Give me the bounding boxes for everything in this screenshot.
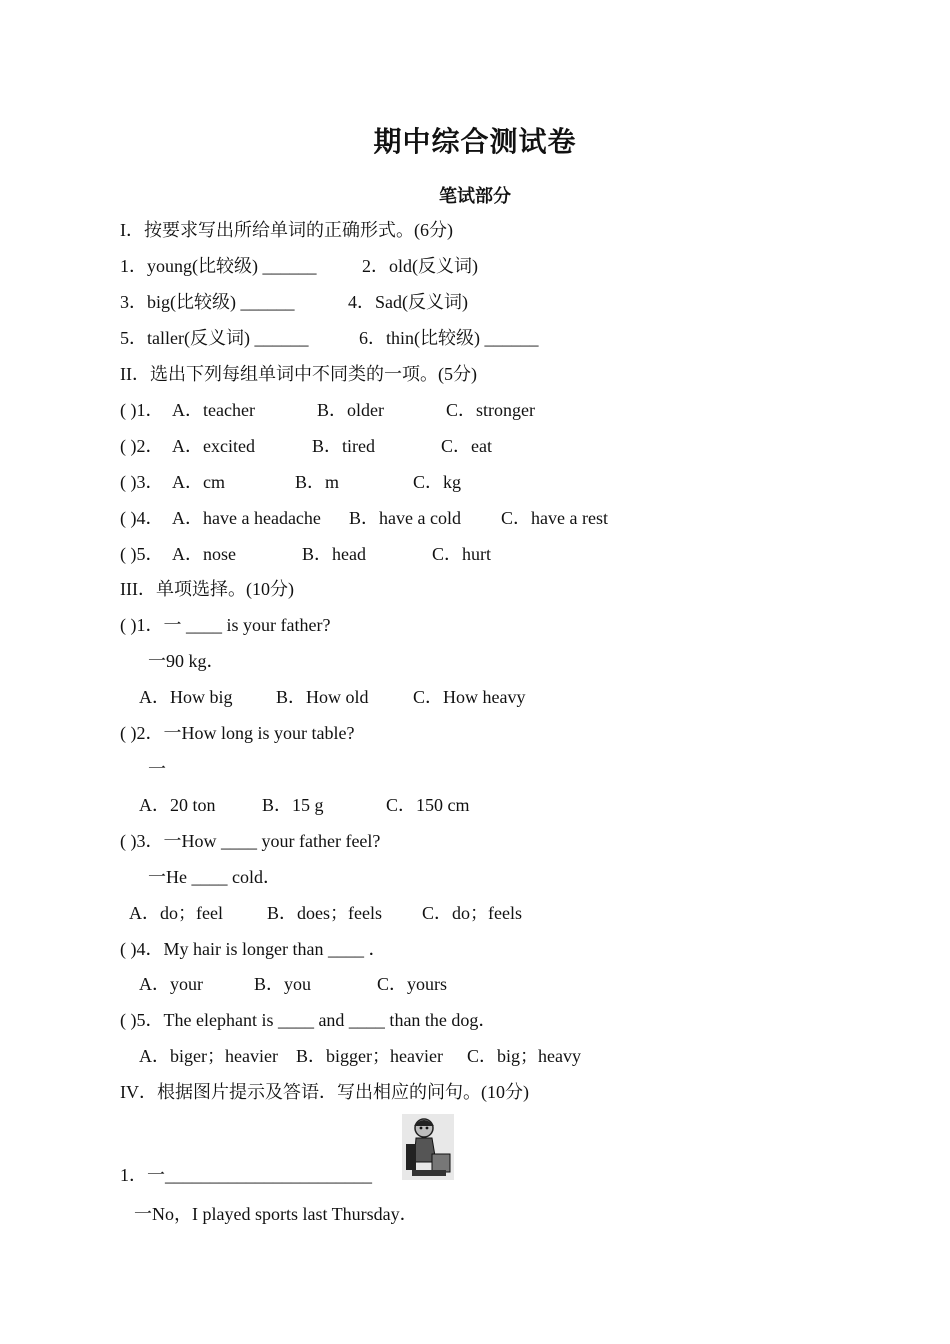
s2-q5-option-b: B．head — [302, 544, 366, 564]
s3-q5-option-a: A．biger；heavier — [139, 1046, 278, 1066]
s3-q3-option-c: C．do；feels — [422, 903, 522, 923]
s3-q5-stem: ( )5．The elephant is ____ and ____ than the dog． — [120, 1010, 497, 1030]
page-title: 期中综合测试卷 — [373, 125, 577, 158]
s3-q4-option-a: A．your — [139, 974, 203, 994]
s3-q5-option-c: C．big；heavy — [467, 1046, 581, 1066]
page-subtitle: 笔试部分 — [439, 186, 511, 207]
s2-q2-num: ( )2． — [120, 436, 164, 456]
boy-at-computer-illustration — [402, 1114, 454, 1180]
s2-q2-option-c: C．eat — [441, 436, 492, 456]
s3-q1-option-a: A．How big — [139, 687, 233, 707]
s2-q5-option-c: C．hurt — [432, 544, 492, 564]
s1-item-6: 6．thin(比较级) ______ — [359, 328, 539, 348]
s3-q1-option-b: B．How old — [276, 687, 369, 707]
s2-q3-option-c: C．kg — [413, 472, 462, 492]
s2-q3-option-b: B．m — [295, 472, 340, 492]
section-4-heading: IV．根据图片提示及答语．写出相应的问句。(10分) — [120, 1082, 529, 1102]
s1-item-2: 2．old(反义词) — [362, 256, 478, 276]
s2-q3-num: ( )3． — [120, 472, 164, 492]
s1-item-4: 4．Sad(反义词) — [348, 292, 468, 312]
s2-q4-num: ( )4． — [120, 508, 164, 528]
s2-q1-option-a: A．teacher — [172, 400, 255, 420]
s3-q4-option-c: C．yours — [377, 974, 448, 994]
s2-q5-num: ( )5． — [120, 544, 164, 564]
s1-item-5: 5．taller(反义词) ______ — [120, 328, 309, 348]
section-1-heading: I．按要求写出所给单词的正确形式。(6分) — [120, 220, 453, 240]
s2-q2-option-b: B．tired — [312, 436, 375, 456]
s2-q1-option-c: C．stronger — [446, 400, 535, 420]
s3-q1-reply: 一90 kg． — [148, 651, 225, 671]
s3-q3-option-a: A．do；feel — [129, 903, 223, 923]
s2-q4-option-c: C．have a rest — [501, 508, 608, 528]
s2-q1-option-b: B．older — [317, 400, 384, 420]
section-3-heading: III．单项选择。(10分) — [120, 579, 294, 599]
s2-q4-option-b: B．have a cold — [349, 508, 461, 528]
s3-q1-option-c: C．How heavy — [413, 687, 526, 707]
s3-q2-option-c: C．150 cm — [386, 795, 470, 815]
s2-q4-option-a: A．have a headache — [172, 508, 321, 528]
s4-q1-stem: 1．一_______________________ — [120, 1165, 372, 1185]
s2-q1-num: ( )1． — [120, 400, 164, 420]
s2-q2-option-a: A．excited — [172, 436, 255, 456]
s2-q5-option-a: A．nose — [172, 544, 236, 564]
s3-q2-stem: ( )2．一How long is your table? — [120, 723, 355, 743]
s1-item-3: 3．big(比较级) ______ — [120, 292, 295, 312]
s3-q3-reply: 一He ____ cold． — [148, 867, 281, 887]
s3-q1-stem: ( )1．一 ____ is your father? — [120, 615, 331, 635]
s4-q1-reply: 一No，I played sports last Thursday． — [134, 1204, 418, 1224]
s2-q3-option-a: A．cm — [172, 472, 225, 492]
s3-q4-stem: ( )4．My hair is longer than ____ ． — [120, 939, 387, 959]
s3-q3-option-b: B．does；feels — [267, 903, 382, 923]
s3-q4-option-b: B．you — [254, 974, 312, 994]
section-2-heading: II．选出下列每组单词中不同类的一项。(5分) — [120, 364, 477, 384]
s3-q3-stem: ( )3．一How ____ your father feel? — [120, 831, 381, 851]
s3-q2-reply: 一 — [148, 759, 166, 779]
s3-q2-option-a: A．20 ton — [139, 795, 216, 815]
s3-q2-option-b: B．15 g — [262, 795, 324, 815]
s1-item-1: 1．young(比较级) ______ — [120, 256, 317, 276]
s3-q5-option-b: B．bigger；heavier — [296, 1046, 443, 1066]
